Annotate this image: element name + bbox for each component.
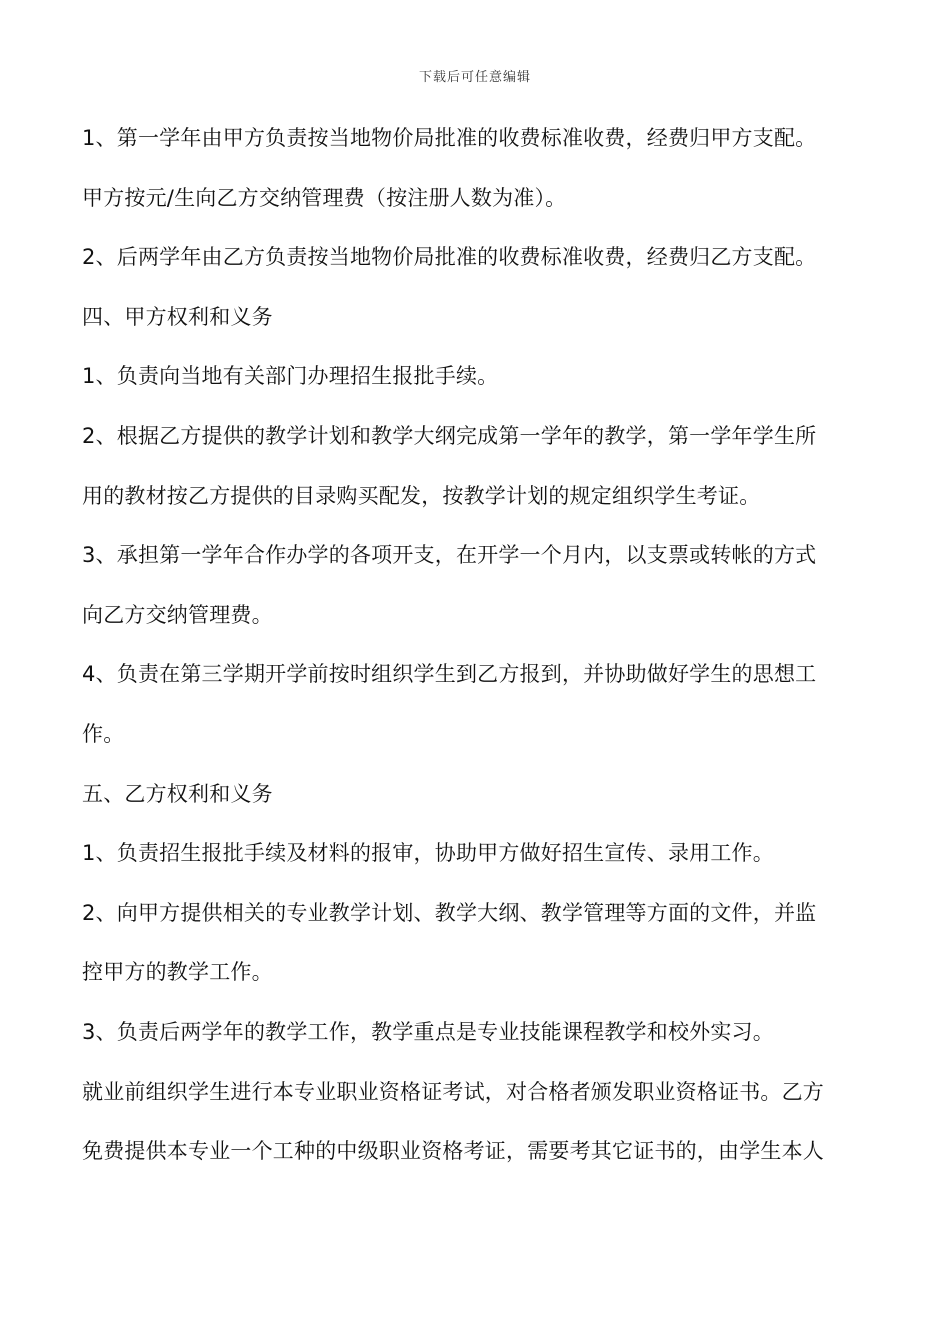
body-line: 作。 <box>82 721 125 746</box>
body-line: 向乙方交纳管理费。 <box>82 602 273 627</box>
body-line: 用的教材按乙方提供的目录购买配发，按教学计划的规定组织学生考证。 <box>82 483 761 508</box>
body-line: 2、后两学年由乙方负责按当地物价局批准的收费标准收费，经费归乙方支配。 <box>82 245 817 270</box>
body-line: 3、承担第一学年合作办学的各项开支，在开学一个月内，以支票或转帐的方式 <box>82 543 817 568</box>
header-note: 下载后可任意编辑 <box>418 70 531 85</box>
body-line: 1、第一学年由甲方负责按当地物价局批准的收费标准收费，经费归甲方支配。 <box>82 126 817 150</box>
body-line: 1、负责招生报批手续及材料的报审，协助甲方做好招生宣传、录用工作。 <box>82 841 774 866</box>
body-line: 4、负责在第三学期开学前按时组织学生到乙方报到，并协助做好学生的思想工 <box>82 662 817 687</box>
section-heading: 五、乙方权利和义务 <box>82 781 273 806</box>
body-line: 2、根据乙方提供的教学计划和教学大纲完成第一学年的教学，第一学年学生所 <box>82 423 817 448</box>
body-line: 3、负责后两学年的教学工作，教学重点是专业技能课程教学和校外实习。 <box>82 1019 774 1044</box>
body-line: 1、负责向当地有关部门办理招生报批手续。 <box>82 364 499 389</box>
body-line: 就业前组织学生进行本专业职业资格证考试，对合格者颁发职业资格证书。乙方 <box>82 1079 824 1104</box>
section-heading: 四、甲方权利和义务 <box>82 304 273 329</box>
body-line: 甲方按元/生向乙方交纳管理费（按注册人数为准）。 <box>82 185 567 210</box>
body-line: 2、向甲方提供相关的专业教学计划、教学大纲、教学管理等方面的文件，并监 <box>82 900 817 925</box>
body-line: 控甲方的教学工作。 <box>82 960 273 985</box>
document-body <box>82 118 877 1191</box>
body-line: 免费提供本专业一个工种的中级职业资格考证，需要考其它证书的，由学生本人 <box>82 1139 824 1164</box>
